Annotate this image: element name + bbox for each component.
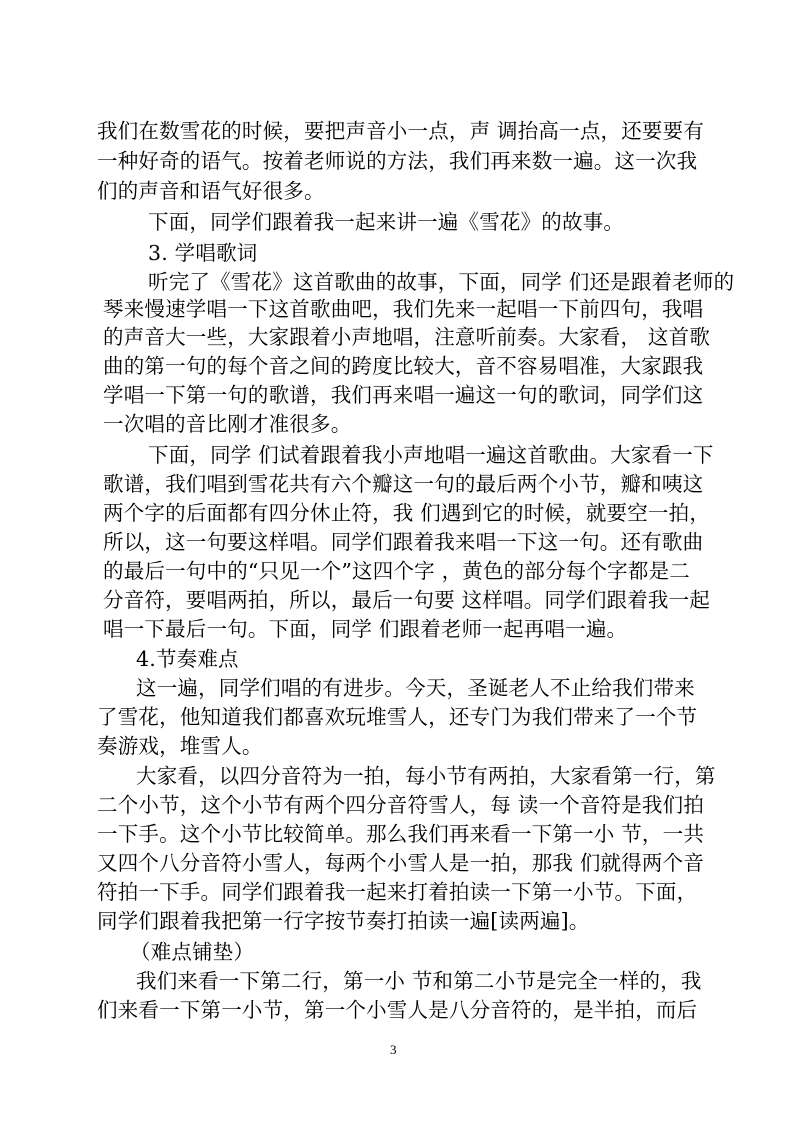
text-line: 我们来看一下第二行，第一小 节和第二小节是完全一样的，我 [136, 969, 702, 993]
text-line: 学唱一下第一句的歌谱，我们再来唱一遍这一句的歌词，同学们这 [103, 383, 704, 407]
section-heading: （难点铺垫） [130, 940, 255, 964]
text-line: 所以，这一句要这样唱。同学们跟着我来唱一下这一句。还有歌曲 [103, 530, 704, 554]
text-line: 符拍一下手。同学们跟着我一起来打着拍读一下第一小节。下面， [97, 880, 698, 904]
text-line: 我们在数雪花的时候，要把声音小一点，声 调抬高一点，还要要有 [97, 119, 705, 143]
text-line: 听完了《雪花》这首歌曲的故事，下面，同学 们还是跟着老师的 [148, 270, 735, 294]
text-line: 唱一下最后一句。下面，同学 们跟着老师一起再唱一遍。 [103, 617, 628, 641]
text-line: 同学们跟着我把第一行字按节奏打拍读一遍[读两遍]。 [97, 909, 590, 933]
text-line: 两个字的后面都有四分休止符，我 们遇到它的时候，就要空一拍， [103, 501, 711, 525]
text-line: 一次唱的音比刚才准很多。 [103, 412, 352, 436]
text-line: 了雪花，他知道我们都喜欢玩堆雪人，还专门为我们带来了一个节 [97, 705, 698, 729]
text-line: 一下手。这个小节比较简单。那么我们再来看一下第一小 节，一共 [97, 822, 705, 846]
text-line: 的最后一句中的“只见一个”这四个字 ，黄色的部分每个字都是二 [103, 559, 690, 583]
text-line: 歌谱，我们唱到雪花共有六个瓣这一句的最后两个小节，瓣和咦这 [103, 472, 704, 496]
text-line: 二个小节，这个小节有两个四分音符雪人，每 读一个音符是我们拍 [97, 793, 705, 817]
text-line: 大家看，以四分音符为一拍，每小节有两拍，大家看第一行，第 [136, 764, 716, 788]
text-line: 这一遍，同学们唱的有进步。今天，圣诞老人不止给我们带来 [136, 676, 695, 700]
text-line: 们来看一下第一小节，第一个小雪人是八分音符的，是半拍，而后 [97, 998, 698, 1022]
text-line: 一种好奇的语气。按着老师说的方法，我们再来数一遍。这一次我 [97, 149, 698, 173]
text-line: 琴来慢速学唱一下这首歌曲吧，我们先来一起唱一下前四句，我唱 [103, 297, 704, 321]
text-line: 奏游戏，堆雪人。 [97, 734, 263, 758]
text-line: 下面，同学们跟着我一起来讲一遍《雪花》的故事。 [148, 210, 625, 234]
text-line: 们的声音和语气好很多。 [97, 179, 325, 203]
section-heading: 3. 学唱歌词 [148, 241, 258, 265]
page-number: 3 [390, 1042, 397, 1057]
text-line: 又四个八分音符小雪人，每两个小雪人是一拍，那我 们就得两个音 [97, 851, 705, 875]
text-line: 曲的第一句的每个音之间的跨度比较大，音不容易唱准，大家跟我 [103, 354, 704, 378]
text-line: 下面，同学 们试着跟着我小声地唱一遍这首歌曲。大家看一下 [148, 443, 714, 467]
section-heading: 4.节奏难点 [136, 647, 239, 671]
text-line: 分音符，要唱两拍，所以，最后一句要 这样唱。同学们跟着我一起 [103, 588, 711, 612]
text-line: 的声音大一些，大家跟着小声地唱，注意听前奏。大家看， 这首歌 [103, 325, 711, 349]
